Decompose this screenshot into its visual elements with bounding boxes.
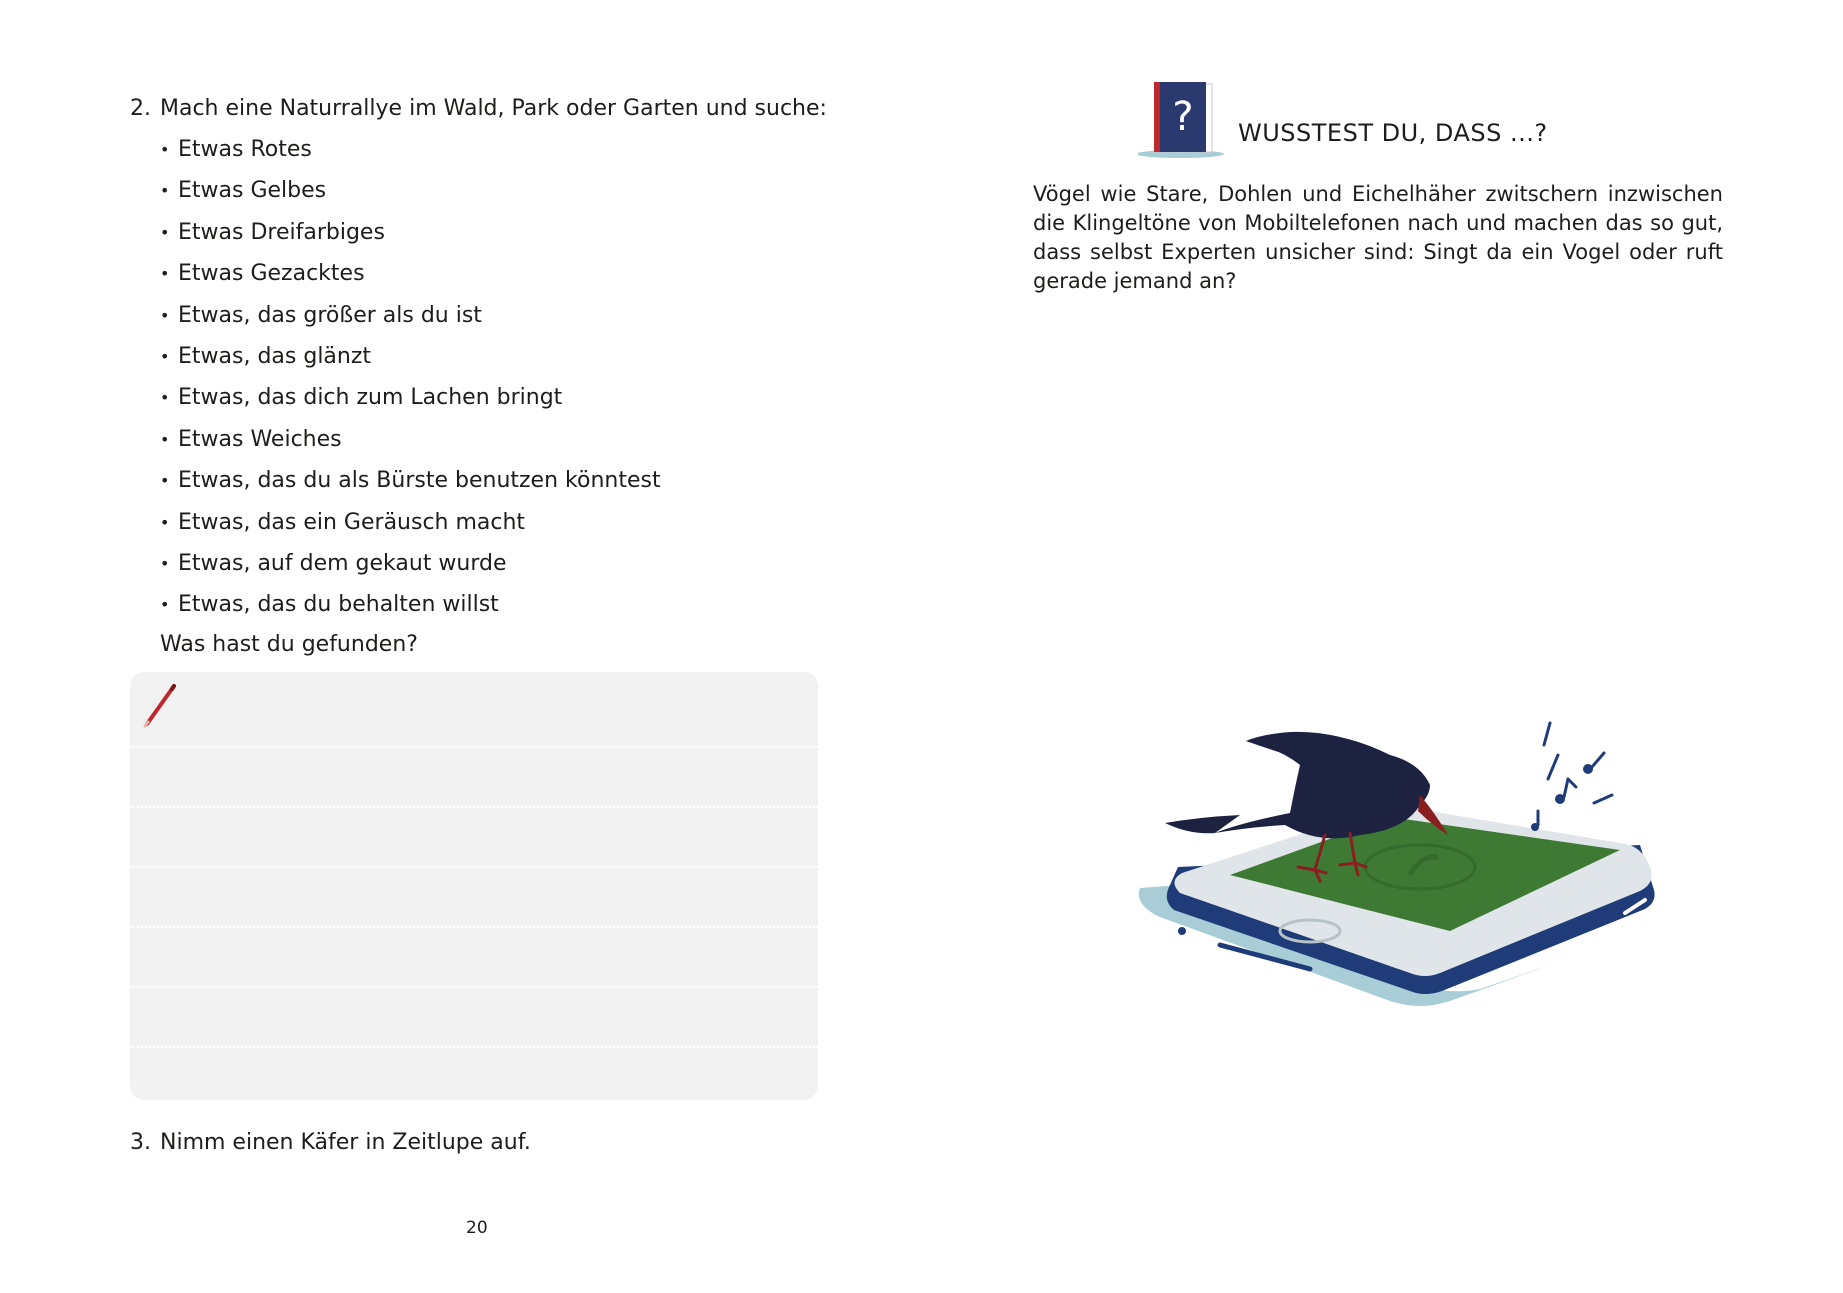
writing-line <box>130 806 818 808</box>
writing-line <box>130 986 818 988</box>
page-number: 20 <box>466 1218 488 1238</box>
list-item: • Etwas, das größer als du ist <box>160 301 661 342</box>
task-2-question: Was hast du gefunden? <box>160 632 418 657</box>
task-2-heading <box>130 94 827 124</box>
bird-on-phone-illustration <box>1120 695 1680 1015</box>
task-2-list <box>160 135 661 632</box>
list-item: • Etwas Dreifarbiges <box>160 218 661 259</box>
list-item: • Etwas Gezacktes <box>160 259 661 300</box>
fact-text: Vögel wie Stare, Dohlen und Eichelhäher zwitschern inzwischen die Klingeltöne von Mobiltelefonen nach und machen das so gut, dass selbst Experten unsicher sind: Singt da ein Vogel oder ruft gerade jemand an? <box>1033 182 1723 293</box>
writing-line <box>130 926 818 928</box>
writing-area[interactable] <box>130 672 818 1100</box>
task-3-text: Nimm einen Käfer in Zeitlupe auf. <box>160 1130 531 1155</box>
list-item: • Etwas, das ein Geräusch macht <box>160 508 661 549</box>
list-item: • Etwas, das du als Bürste benutzen könntest <box>160 466 661 507</box>
book-question-mark: ? <box>1172 94 1194 140</box>
fact-title: WUSSTEST DU, DASS ...? <box>1238 119 1548 147</box>
list-item: • Etwas, das dich zum Lachen bringt <box>160 383 661 424</box>
list-item: • Etwas Rotes <box>160 135 661 176</box>
task-3-heading <box>130 1128 531 1158</box>
writing-line <box>130 1046 818 1048</box>
pen-icon <box>138 680 186 732</box>
list-item: • Etwas, auf dem gekaut wurde <box>160 549 661 590</box>
writing-line <box>130 866 818 868</box>
music-notes-icon <box>1531 723 1612 831</box>
book-question-icon <box>1138 78 1234 160</box>
list-item: • Etwas Gelbes <box>160 176 661 217</box>
task-2-text: Mach eine Naturrallye im Wald, Park oder Garten und suche: <box>160 96 827 121</box>
list-item: • Etwas, das glänzt <box>160 342 661 383</box>
task-2-number: 2. <box>130 96 151 121</box>
task-3-number: 3. <box>130 1130 151 1155</box>
list-item: • Etwas, das du behalten willst <box>160 590 661 631</box>
list-item: • Etwas Weiches <box>160 425 661 466</box>
writing-line <box>130 746 818 748</box>
